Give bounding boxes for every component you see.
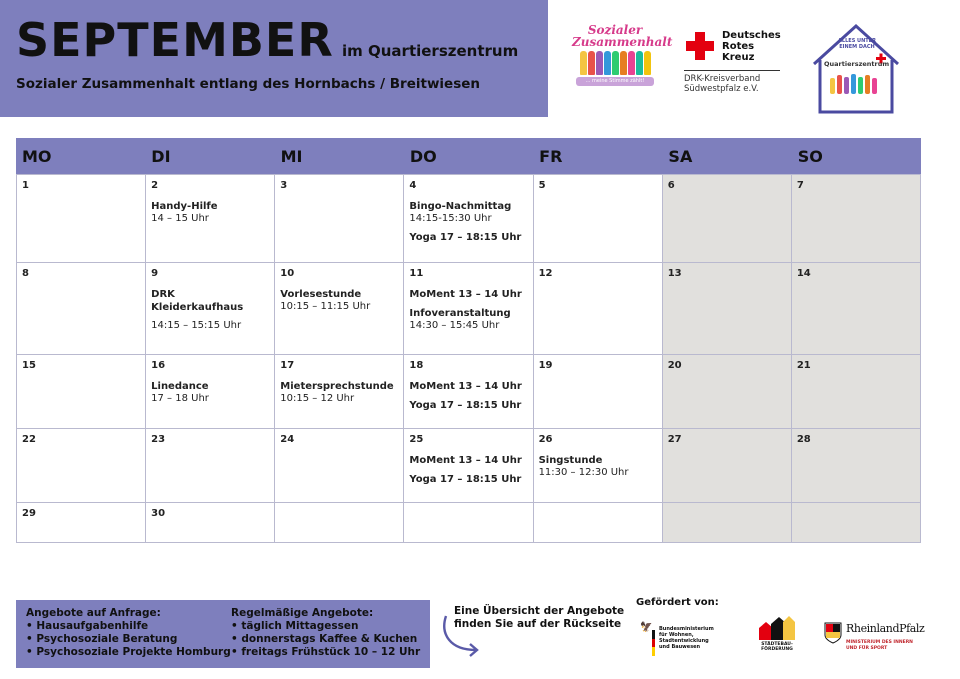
rlp-name: RheinlandPfalz [846, 622, 925, 635]
day-number: 5 [538, 180, 546, 191]
regular-offers-title: Regelmäßige Angebote: [231, 607, 374, 619]
day-number: 2 [151, 180, 159, 191]
day-number: 17 [280, 360, 295, 371]
event [151, 320, 269, 332]
day-number: 25 [409, 434, 424, 445]
calendar-day-cell [792, 175, 921, 263]
list-item: • donnerstags Kaffee & Kuchen [231, 633, 418, 645]
event [409, 454, 527, 467]
red-cross-icon [686, 32, 714, 60]
event-title: MoMent 13 – 14 Uhr [409, 455, 522, 466]
offers-on-request [26, 606, 231, 659]
houses-icon [757, 612, 797, 642]
weekday-fr: FR [539, 147, 563, 166]
day-number: 11 [409, 268, 424, 279]
calendar-day-cell [146, 429, 275, 503]
staedtebau-text: STÄDTEBAU- FÖRDERUNG [761, 642, 793, 652]
day-number: 1 [22, 180, 29, 191]
rheinland-pfalz-logo [824, 620, 924, 660]
event-title: Handy-Hilfe [151, 201, 218, 212]
calendar-day-cell [404, 429, 533, 503]
day-number: 30 [151, 508, 166, 519]
event [151, 380, 269, 405]
event-time: 11:30 – 12:30 Uhr [538, 467, 629, 478]
weekday-so: SO [797, 147, 823, 166]
event-title: Yoga 17 – 18:15 Uhr [409, 474, 522, 485]
calendar-day-cell [275, 263, 404, 355]
offers-box [16, 600, 430, 668]
hands-graphic [572, 51, 658, 75]
weekday-mi: MI [280, 147, 303, 166]
day-number: 15 [22, 360, 36, 371]
qz-arc-text: ALLES UNTER EINEM DACH [838, 38, 876, 50]
event-time: 14:15 – 15:15 Uhr [151, 320, 242, 331]
day-number: 13 [667, 268, 682, 279]
day-number: 16 [151, 360, 166, 371]
day-number: 27 [667, 434, 682, 445]
day-number: 9 [151, 268, 159, 279]
day-number: 3 [280, 180, 288, 191]
day-number: 23 [151, 434, 166, 445]
calendar-day-cell [792, 355, 921, 429]
day-number: 21 [796, 360, 811, 371]
calendar-day-cell [146, 175, 275, 263]
drk-name: Deutsches Rotes Kreuz [722, 30, 781, 63]
calendar-day-cell [792, 263, 921, 355]
calendar-day-cell [404, 503, 533, 543]
calendar-day-cell [275, 503, 404, 543]
calendar-day-cell [663, 429, 792, 503]
day-number: 4 [409, 180, 417, 191]
rlp-ministry: MINISTERIUM DES INNERN UND FÜR SPORT [846, 640, 913, 651]
divider [684, 70, 780, 71]
event-title: Infoveranstaltung [409, 308, 511, 319]
day-number: 19 [538, 360, 553, 371]
drk-logo [684, 30, 794, 100]
day-number: 8 [22, 268, 29, 279]
calendar-day-cell [17, 355, 146, 429]
calendar-day-cell [17, 429, 146, 503]
calendar-day-cell [17, 503, 146, 543]
calendar-day-cell [534, 355, 663, 429]
calendar-grid [16, 174, 921, 543]
quartierszentrum-logo [808, 20, 904, 116]
house-icon [808, 20, 904, 116]
weekday-sa: SA [668, 147, 693, 166]
page-subtitle: Sozialer Zusammenhalt entlang des Hornbachs / Breitwiesen [16, 76, 481, 92]
event [409, 307, 527, 332]
day-number: 14 [796, 268, 811, 279]
calendar-day-cell [792, 429, 921, 503]
event [409, 380, 527, 393]
logo-title-line2: Zusammenhalt [572, 35, 673, 49]
event-title: Linedance [151, 381, 209, 392]
event [151, 200, 269, 225]
reverse-side-note: Eine Übersicht der Angebote finden Sie auf der Rückseite [454, 605, 625, 630]
event [539, 454, 657, 479]
weekday-mo: MO [22, 147, 52, 166]
event-time: 14:15-15:30 Uhr [409, 213, 492, 224]
day-number: 22 [22, 434, 36, 445]
qz-name: Quartierszentrum [824, 60, 890, 68]
list-item: • Psychosoziale Projekte Homburg [26, 646, 231, 658]
staedtebau-logo [757, 612, 797, 667]
page-title: SEPTEMBER [16, 13, 334, 67]
event [409, 399, 527, 412]
event-time: 10:15 – 12 Uhr [280, 393, 355, 404]
calendar-day-cell [404, 175, 533, 263]
weekday-header [16, 138, 921, 174]
calendar-day-cell [534, 263, 663, 355]
german-flag-icon [652, 630, 655, 656]
day-number: 7 [796, 180, 804, 191]
calendar-day-cell [275, 429, 404, 503]
calendar-day-cell [275, 355, 404, 429]
day-number: 28 [796, 434, 811, 445]
day-number: 20 [667, 360, 682, 371]
list-item: • freitags Frühstück 10 – 12 Uhr [231, 646, 421, 658]
calendar-day-cell [146, 355, 275, 429]
regular-offers [231, 606, 420, 659]
event [151, 288, 269, 314]
event-title: MoMent 13 – 14 Uhr [409, 289, 522, 300]
calendar-day-cell [534, 175, 663, 263]
calendar-day-cell [534, 503, 663, 543]
calendar-day-cell [792, 503, 921, 543]
calendar-day-cell [404, 263, 533, 355]
list-item: • Hausaufgabenhilfe [26, 620, 149, 632]
calendar-day-cell [663, 355, 792, 429]
event-title: MoMent 13 – 14 Uhr [409, 381, 522, 392]
logo-banner: ... meine Stimme zählt! [576, 77, 654, 86]
bmwsb-logo [640, 620, 740, 660]
calendar-day-cell [275, 175, 404, 263]
calendar-day-cell [404, 355, 533, 429]
list-item: • Psychosoziale Beratung [26, 633, 178, 645]
event [409, 288, 527, 301]
day-number: 12 [538, 268, 553, 279]
event [409, 473, 527, 486]
calendar-day-cell [534, 429, 663, 503]
day-number: 18 [409, 360, 424, 371]
crest-icon [824, 622, 842, 644]
calendar-day-cell [663, 503, 792, 543]
calendar-day-cell [663, 263, 792, 355]
weekday-di: DI [151, 147, 171, 166]
calendar-day-cell [146, 503, 275, 543]
event-title: Bingo-Nachmittag [409, 201, 512, 212]
day-number: 29 [22, 508, 36, 519]
event-title: Vorlesestunde [280, 289, 362, 300]
event [280, 288, 398, 313]
event-title: Singstunde [538, 455, 603, 466]
eagle-icon: 🦅 [640, 622, 653, 633]
event-time: 17 – 18 Uhr [151, 393, 209, 404]
list-item: • täglich Mittagessen [231, 620, 359, 632]
event-title: Mietersprechstunde [280, 381, 394, 392]
event-title: Yoga 17 – 18:15 Uhr [409, 232, 522, 243]
event [280, 380, 398, 405]
day-number: 6 [667, 180, 675, 191]
event-time: 14 – 15 Uhr [151, 213, 209, 224]
offers-on-request-title: Angebote auf Anfrage: [26, 607, 161, 619]
calendar-day-cell [663, 175, 792, 263]
bmwsb-name: Bundesministerium für Wohnen, Stadtentwicklung und Bauwesen [659, 626, 714, 650]
page-title-suffix: im Quartierszentrum [342, 42, 519, 60]
event-title: DRK Kleiderkaufhaus [151, 289, 244, 313]
calendar [16, 138, 921, 543]
event-title: Yoga 17 – 18:15 Uhr [409, 400, 522, 411]
sozialer-zusammenhalt-logo [572, 23, 673, 110]
calendar-day-cell [17, 263, 146, 355]
funded-by-label: Gefördert von: [636, 597, 719, 608]
event-time: 14:30 – 15:45 Uhr [409, 320, 500, 331]
logo-title-line1: Sozialer [587, 23, 643, 37]
weekday-do: DO [409, 147, 437, 166]
calendar-day-cell [146, 263, 275, 355]
event [409, 231, 527, 244]
day-number: 24 [280, 434, 295, 445]
calendar-day-cell [17, 175, 146, 263]
event [409, 200, 527, 225]
day-number: 26 [538, 434, 553, 445]
drk-subtitle: DRK-Kreisverband Südwestpfalz e.V. [684, 74, 761, 94]
day-number: 10 [280, 268, 295, 279]
event-time: 10:15 – 11:15 Uhr [280, 301, 371, 312]
